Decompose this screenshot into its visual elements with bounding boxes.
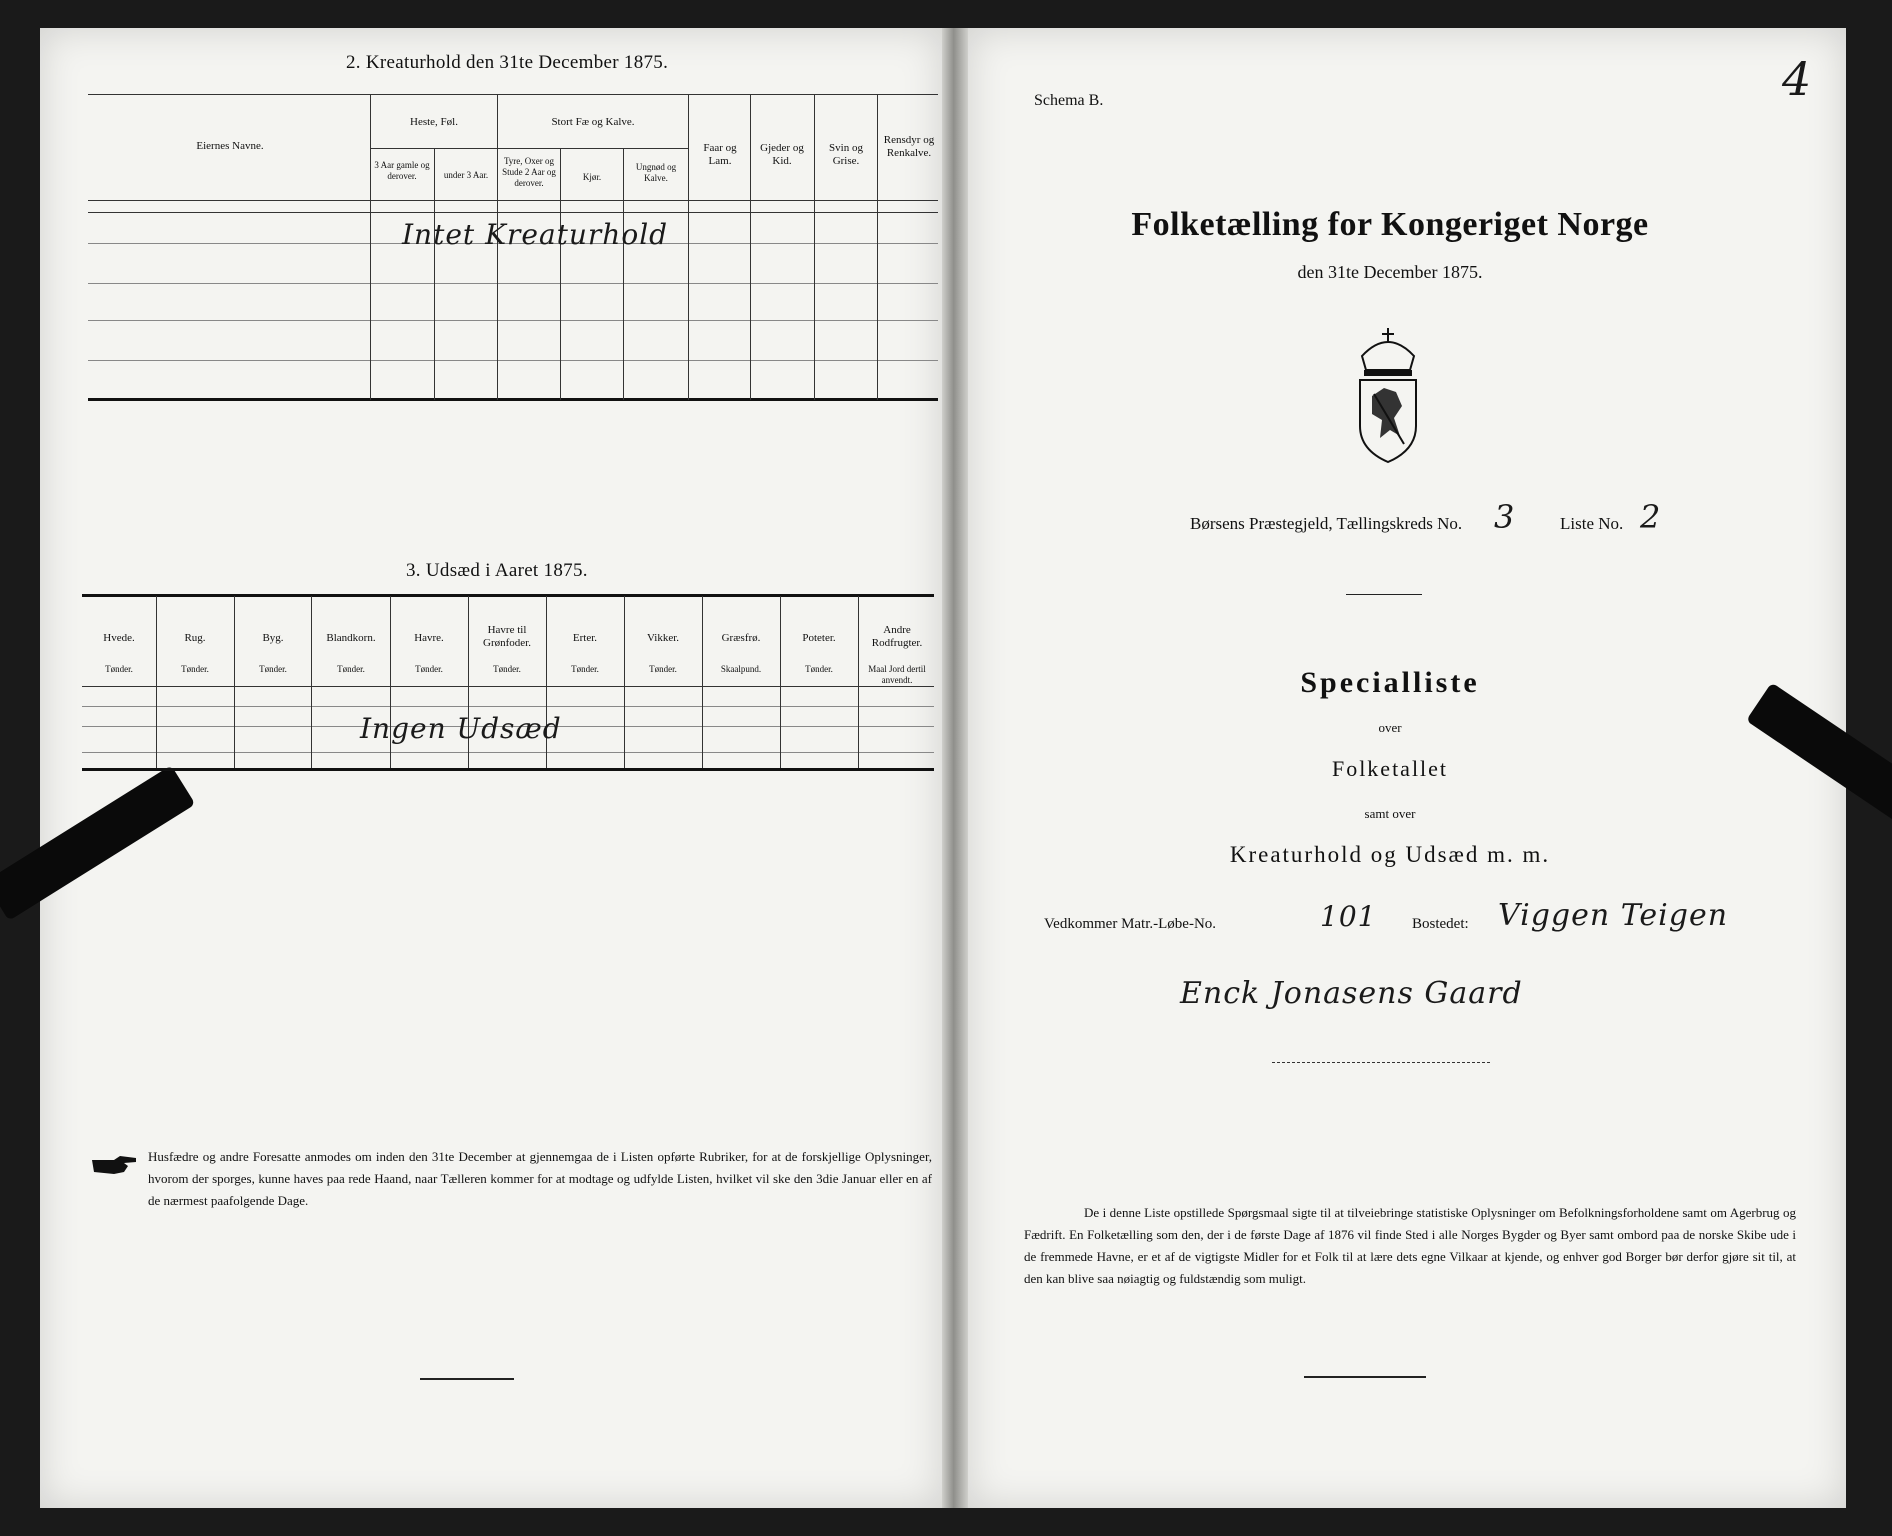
left-page-end-rule bbox=[420, 1378, 514, 1380]
s2-vline-1 bbox=[370, 94, 371, 400]
s2-col-rensdyr: Rensdyr og Renkalve. bbox=[883, 134, 935, 159]
s3-data-rule bbox=[82, 706, 934, 707]
section2-title: 2. Kreaturhold den 31te December 1875. bbox=[346, 52, 669, 73]
schema-label: Schema B. bbox=[1034, 92, 1104, 109]
s2-row-3 bbox=[88, 320, 938, 321]
folketallet-label: Folketallet bbox=[1331, 756, 1449, 781]
samt-over-label: samt over bbox=[1364, 806, 1416, 821]
s3-col-rug: Rug. bbox=[184, 632, 206, 644]
s3-vline-8 bbox=[702, 596, 703, 768]
section3-title: 3. Udsæd i Aaret 1875. bbox=[406, 560, 588, 581]
notice-text: Husfædre og andre Foresatte anmodes om inden den 31te December at gjennemgaa de i Listen opførte Rubriker, for at de forskjellige Oplysninger, hvorom der sporges, kunne haves paa rede Haand, naar Tælleren kommer for at modtage og udfylde Listen, hvilket vil ske den 3die Januar eller en af de nærmest paafolgende Dage. bbox=[148, 1149, 932, 1208]
kreds-number: 3 bbox=[1494, 498, 1516, 536]
title-divider bbox=[1346, 594, 1422, 595]
s2-owner-header: Eiernes Navne. bbox=[196, 140, 264, 152]
s3-unit-hvede: Tønder. bbox=[105, 664, 133, 674]
s3-unit-havre: Tønder. bbox=[415, 664, 443, 674]
s3-col-havre: Havre. bbox=[414, 632, 444, 644]
s3-unit-vikker: Tønder. bbox=[649, 664, 677, 674]
s3-vline-3 bbox=[311, 596, 312, 768]
specialliste-title: Specialliste bbox=[1300, 666, 1480, 699]
s2-vline-7 bbox=[750, 94, 751, 400]
s3-col-havre-gronfoder: Havre til Grønfoder. bbox=[483, 624, 531, 649]
s3-col-vikker: Vikker. bbox=[646, 632, 680, 644]
parish-label: Børsens Præstegjeld, Tællingskreds No. bbox=[1190, 514, 1463, 533]
s3-vline-10 bbox=[858, 596, 859, 768]
address-divider bbox=[1272, 1062, 1490, 1063]
norway-coat-of-arms-icon bbox=[1350, 326, 1426, 464]
kreaturhold-label: Kreaturhold og Udsæd m. m. bbox=[1229, 842, 1551, 867]
s2-col-faar: Faar og Lam. bbox=[703, 142, 737, 167]
s2-vline-6 bbox=[688, 94, 689, 400]
s3-unit-erter: Tønder. bbox=[571, 664, 599, 674]
s2-row-4 bbox=[88, 360, 938, 361]
s2-col-ungnod: Ungnød og Kalve. bbox=[635, 162, 677, 183]
s2-vline-2 bbox=[434, 148, 435, 400]
liste-number: 2 bbox=[1640, 498, 1662, 536]
s3-unit-poteter: Tønder. bbox=[805, 664, 833, 674]
s2-vline-5 bbox=[623, 148, 624, 400]
liste-label: Liste No. bbox=[1560, 514, 1624, 533]
s3-col-erter: Erter. bbox=[572, 632, 598, 644]
census-title: Folketælling for Kongeriget Norge bbox=[1131, 206, 1649, 243]
s2-group-heste: Heste, Føl. bbox=[410, 116, 458, 128]
s2-group-rule bbox=[370, 148, 688, 149]
s3-col-graesfro: Græsfrø. bbox=[721, 632, 761, 644]
s2-col-kjor: Kjør. bbox=[582, 172, 602, 182]
s2-top-rule bbox=[88, 94, 938, 95]
s3-unit-havre-gronfoder: Tønder. bbox=[493, 664, 521, 674]
s3-vline-1 bbox=[156, 596, 157, 768]
s2-col-svin: Svin og Grise. bbox=[829, 142, 863, 167]
census-subtitle: den 31te December 1875. bbox=[1297, 262, 1483, 282]
s2-group-stortfae: Stort Fæ og Kalve. bbox=[551, 116, 635, 128]
book-spine bbox=[942, 28, 968, 1508]
s3-vline-9 bbox=[780, 596, 781, 768]
s2-vline-4 bbox=[560, 148, 561, 400]
s3-unit-byg: Tønder. bbox=[259, 664, 287, 674]
s3-bottom-rule bbox=[82, 768, 934, 771]
s2-row-2 bbox=[88, 283, 938, 284]
matr-label: Vedkommer Matr.-Løbe-No. bbox=[1044, 916, 1217, 932]
bostedet-value: Viggen Teigen bbox=[1498, 898, 1729, 933]
s3-unit-andre-rodfrugter: Maal Jord dertil anvendt. bbox=[868, 664, 926, 685]
s3-col-blandkorn: Blandkorn. bbox=[326, 632, 376, 644]
over-label: over bbox=[1378, 720, 1402, 735]
s3-vline-2 bbox=[234, 596, 235, 768]
bostedet-label: Bostedet: bbox=[1412, 916, 1469, 932]
s3-col-poteter: Poteter. bbox=[802, 632, 836, 644]
s3-row-rule-2 bbox=[82, 752, 934, 753]
right-page-end-rule bbox=[1304, 1376, 1426, 1378]
s3-vline-7 bbox=[624, 596, 625, 768]
s3-top-rule bbox=[82, 594, 934, 597]
s2-vline-8 bbox=[814, 94, 815, 400]
footer-text: De i denne Liste opstillede Spørgsmaal sigte til at tilveiebringe statistiske Oplysninger om Befolkningsforholdene samt om Agerbrug og Fædrift. En Folketælling som den, der i de første Dage af 1876 vil finde Sted i alle Norges Bygder og Byer samt ombord paa de norske Skibe ude i de fremmede Havne, er et af de vigtigste Midler for et Folk til at lære dets egne Vilkaar at kjende, og enhver god Borger bør derfor gjøre sit til, at den kan blive saa nøiagtig og fuldstændig som muligt. bbox=[1024, 1205, 1796, 1286]
s2-data-rule bbox=[88, 212, 938, 213]
s2-header-rule bbox=[88, 200, 938, 201]
matr-number: 101 bbox=[1320, 900, 1377, 933]
s3-unit-rug: Tønder. bbox=[181, 664, 209, 674]
s2-col-tyre: Tyre, Oxer og Stude 2 Aar og derover. bbox=[502, 156, 556, 188]
s3-col-hvede: Hvede. bbox=[103, 632, 135, 644]
s2-handwritten-entry: Intet Kreaturhold bbox=[402, 218, 669, 251]
s3-col-andre-rodfrugter: Andre Rodfrugter. bbox=[871, 624, 923, 649]
page-number: 4 bbox=[1782, 52, 1813, 106]
bostedet-line2: Enck Jonasens Gaard bbox=[1180, 976, 1523, 1011]
s2-bottom-rule bbox=[88, 398, 938, 401]
s3-header-rule bbox=[82, 686, 934, 687]
s3-handwritten-entry: Ingen Udsæd bbox=[360, 712, 562, 745]
s3-col-byg: Byg. bbox=[262, 632, 284, 644]
s2-col-heste-old: 3 Aar gamle og derover. bbox=[374, 160, 430, 181]
s3-unit-blandkorn: Tønder. bbox=[337, 664, 365, 674]
s2-col-heste-young: under 3 Aar. bbox=[443, 170, 489, 180]
s3-unit-graesfro: Skaalpund. bbox=[720, 664, 762, 674]
s2-col-gjeder: Gjeder og Kid. bbox=[760, 142, 804, 167]
pointing-hand-icon bbox=[90, 1152, 138, 1178]
